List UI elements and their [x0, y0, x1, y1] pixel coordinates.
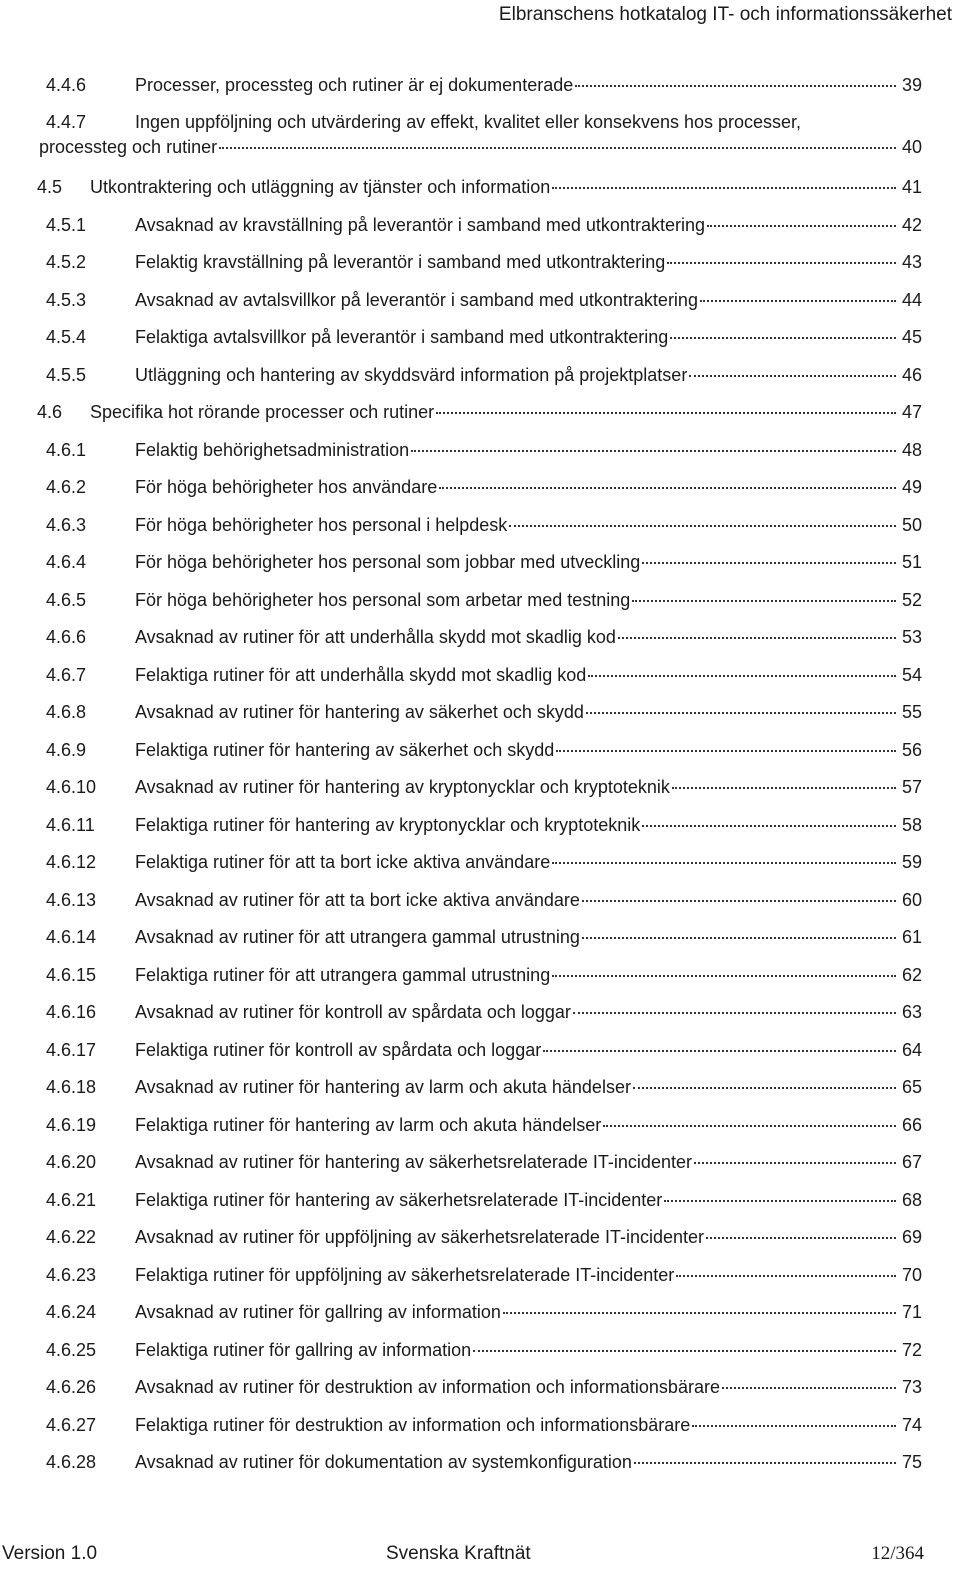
dot-leader [603, 1125, 896, 1127]
dot-leader [667, 262, 896, 264]
toc-entry-number: 4.6.11 [46, 815, 95, 835]
dot-leader [586, 712, 896, 714]
toc-entry[interactable] [46, 889, 922, 911]
dot-leader [588, 675, 896, 677]
toc-entry-title: Felaktiga rutiner för gallring av information [135, 1340, 472, 1360]
toc-entry-number: 4.6.2 [46, 477, 87, 497]
toc-entry-title: Utläggning och hantering av skyddsvärd information på projektplatser [135, 365, 688, 385]
dot-leader [552, 862, 896, 864]
toc-entry[interactable] [37, 401, 922, 423]
toc-entry[interactable] [46, 1076, 922, 1098]
toc-entry[interactable] [46, 326, 922, 348]
toc-entry-title: Utkontraktering och utläggning av tjänster och information [90, 177, 551, 197]
toc-entry-page: 58 [901, 815, 922, 835]
toc-entry-number: 4.6.25 [46, 1340, 97, 1360]
toc-entry-number: 4.6.22 [46, 1227, 97, 1247]
toc-entry-page: 71 [901, 1302, 922, 1322]
dot-leader [552, 187, 896, 189]
toc-entry-page: 64 [901, 1040, 922, 1060]
dot-leader [642, 825, 896, 827]
toc-entry-page: 51 [901, 552, 922, 572]
toc-entry-page: 57 [901, 777, 922, 797]
toc-entry-page: 61 [901, 927, 922, 947]
toc-entry[interactable] [46, 814, 922, 836]
dot-leader [670, 337, 896, 339]
toc-entry-page: 52 [901, 590, 922, 610]
dot-leader [633, 1087, 896, 1089]
toc-entry-number: 4.6.12 [46, 852, 97, 872]
dot-leader [722, 1387, 896, 1389]
toc-entry-page: 72 [901, 1340, 922, 1360]
toc-entry-number: 4.5.2 [46, 252, 87, 272]
toc-entry-page: 42 [901, 215, 922, 235]
dot-leader [664, 1200, 896, 1202]
toc-entry-page: 41 [901, 177, 922, 197]
toc-entry-number: 4.6 [37, 402, 63, 422]
toc-entry-number: 4.6.14 [46, 927, 97, 947]
footer-version: Version 1.0 [2, 1543, 98, 1564]
toc-entry-page: 75 [901, 1452, 922, 1472]
toc-entry[interactable] [39, 111, 922, 158]
toc-entry-page: 66 [901, 1115, 922, 1135]
dot-leader [575, 85, 896, 87]
toc-entry-number: 4.6.24 [46, 1302, 97, 1322]
toc-entry[interactable] [46, 364, 922, 386]
toc-entry-page: 44 [901, 290, 922, 310]
toc-entry-page: 46 [901, 365, 922, 385]
toc-entry[interactable] [46, 289, 922, 311]
toc-entry-number: 4.5.5 [46, 365, 87, 385]
toc-entry-page: 73 [901, 1377, 922, 1397]
toc-entry-title: Avsaknad av rutiner för att underhålla skydd mot skadlig kod [135, 627, 616, 647]
dot-leader [509, 525, 896, 527]
toc-entry[interactable] [46, 1264, 922, 1286]
toc-entry-title: Specifika hot rörande processer och rutiner [90, 402, 435, 422]
toc-entry[interactable] [46, 1114, 922, 1136]
toc-entry-title: Ingen uppföljning och utvärdering av effekt, kvalitet eller konsekvens hos processer, [135, 112, 802, 132]
toc-entry-title: Avsaknad av avtalsvillkor på leverantör i samband med utkontraktering [135, 290, 698, 310]
toc-entry[interactable] [46, 1414, 922, 1436]
toc-entry[interactable] [46, 439, 922, 461]
toc-entry-number: 4.5.4 [46, 327, 87, 347]
toc-entry-title: Felaktiga avtalsvillkor på leverantör i samband med utkontraktering [135, 327, 669, 347]
toc-entry-page: 43 [901, 252, 922, 272]
toc-entry-page: 59 [901, 852, 922, 872]
toc-entry-number: 4.6.6 [46, 627, 87, 647]
dot-leader [436, 412, 896, 414]
dot-leader [707, 225, 896, 227]
toc-entry[interactable] [46, 1151, 922, 1173]
dot-leader [582, 937, 896, 939]
dot-leader [692, 1425, 896, 1427]
toc-entry-page: 50 [901, 515, 922, 535]
toc-entry[interactable] [37, 176, 922, 198]
toc-entry[interactable] [46, 701, 922, 723]
dot-leader [632, 600, 896, 602]
toc-entry-number: 4.6.26 [46, 1377, 97, 1397]
toc-entry-number: 4.6.9 [46, 740, 87, 760]
dot-leader [618, 637, 896, 639]
toc-entry-number: 4.6.10 [46, 777, 97, 797]
toc-entry[interactable] [46, 964, 922, 986]
toc-entry-title: Processer, processteg och rutiner är ej dokumenterade [135, 75, 574, 95]
toc-entry-page: 53 [901, 627, 922, 647]
dot-leader [556, 750, 896, 752]
dot-leader [706, 1237, 896, 1239]
toc-entry[interactable] [46, 1189, 922, 1211]
dot-leader [694, 1162, 896, 1164]
toc-entry-title: Avsaknad av rutiner för hantering av kryptonycklar och kryptoteknik [135, 777, 670, 797]
toc-entry-number: 4.6.16 [46, 1002, 97, 1022]
dot-leader [573, 1012, 896, 1014]
toc-entry-title: Felaktiga rutiner för att ta bort icke aktiva användare [135, 852, 551, 872]
toc-entry-number: 4.6.20 [46, 1152, 97, 1172]
toc-entry-number: 4.5.1 [46, 215, 87, 235]
toc-entry-number: 4.6.3 [46, 515, 87, 535]
toc-entry[interactable] [46, 476, 922, 498]
footer-organization: Svenska Kraftnät [386, 1543, 531, 1564]
toc-entry[interactable] [46, 514, 922, 536]
toc-entry-page: 60 [901, 890, 922, 910]
toc-entry-title: Avsaknad av rutiner för att utrangera gammal utrustning [135, 927, 580, 947]
toc-entry[interactable] [46, 1226, 922, 1248]
toc-entry-title: Avsaknad av kravställning på leverantör i samband med utkontraktering [135, 215, 705, 235]
toc-entry-page: 69 [901, 1227, 922, 1247]
toc-entry-title: Felaktiga rutiner för hantering av kryptonycklar och kryptoteknik [135, 815, 641, 835]
dot-leader [700, 300, 896, 302]
toc-entry-number: 4.6.15 [46, 965, 97, 985]
dot-leader [672, 787, 896, 789]
toc-entry-number: 4.6.19 [46, 1115, 97, 1135]
toc-entry[interactable] [46, 589, 922, 611]
toc-entry-title: För höga behörigheter hos användare [135, 477, 438, 497]
toc-entry-number: 4.4.7 [46, 112, 87, 132]
dot-leader [552, 975, 896, 977]
toc-entry[interactable] [46, 551, 922, 573]
toc-entry-title: Felaktiga rutiner för destruktion av information och informationsbärare [135, 1415, 691, 1435]
toc-entry-number: 4.6.23 [46, 1265, 97, 1285]
toc-entry-number: 4.6.4 [46, 552, 87, 572]
toc-entry-number: 4.6.18 [46, 1077, 97, 1097]
toc-entry-title: Felaktiga rutiner för att utrangera gammal utrustning [135, 965, 551, 985]
toc-entry-page: 54 [901, 665, 922, 685]
dot-leader [642, 562, 896, 564]
toc-entry-page: 63 [901, 1002, 922, 1022]
toc-entry-page: 55 [901, 702, 922, 722]
toc-entry-page: 68 [901, 1190, 922, 1210]
dot-leader [543, 1050, 896, 1052]
toc-entry-page: 70 [901, 1265, 922, 1285]
toc-entry-number: 4.6.7 [46, 665, 87, 685]
toc-entry-page: 48 [901, 440, 922, 460]
toc-entry-number: 4.4.6 [46, 75, 87, 95]
toc-entry-page: 62 [901, 965, 922, 985]
toc-entry-title-continued: processteg och rutiner [39, 137, 218, 157]
toc-entry-title: Felaktiga rutiner för hantering av larm och akuta händelser [135, 1115, 602, 1135]
toc-entry-title: Avsaknad av rutiner för att ta bort icke aktiva användare [135, 890, 580, 910]
dot-leader [689, 375, 896, 377]
toc-entry-number: 4.6.21 [46, 1190, 97, 1210]
toc-entry-page: 65 [901, 1077, 922, 1097]
toc-entry-number: 4.5.3 [46, 290, 87, 310]
toc-entry-title: Avsaknad av rutiner för dokumentation av systemkonfiguration [135, 1452, 632, 1472]
toc-entry-title: För höga behörigheter hos personal som jobbar med utveckling [135, 552, 641, 572]
toc-entry-number: 4.5 [37, 177, 63, 197]
toc-entry[interactable] [46, 251, 922, 273]
toc-entry-number: 4.6.1 [46, 440, 87, 460]
toc-entry-title: Avsaknad av rutiner för gallring av information [135, 1302, 501, 1322]
toc-entry-title: Felaktiga rutiner för kontroll av spårdata och loggar [135, 1040, 542, 1060]
footer-page-number: 12/364 [871, 1543, 924, 1564]
toc-entry-page: 56 [901, 740, 922, 760]
toc-entry-title: Avsaknad av rutiner för kontroll av spårdata och loggar [135, 1002, 571, 1022]
toc-entry-number: 4.6.27 [46, 1415, 97, 1435]
toc-entry[interactable] [46, 851, 922, 873]
toc-entry-number: 4.6.13 [46, 890, 97, 910]
toc-entry[interactable] [46, 739, 922, 761]
toc-entry-page: 49 [901, 477, 922, 497]
toc-entry-title: För höga behörigheter hos personal i helpdesk [135, 515, 508, 535]
toc-entry-page: 67 [901, 1152, 922, 1172]
running-header: Elbranschens hotkatalog IT- och informationssäkerhet [498, 4, 952, 25]
toc-entry-page: 40 [901, 137, 922, 157]
dot-leader [503, 1312, 896, 1314]
toc-entry[interactable] [46, 664, 922, 686]
toc-entry[interactable] [46, 1301, 922, 1323]
toc-entry[interactable] [46, 1039, 922, 1061]
toc-entry-number: 4.6.8 [46, 702, 87, 722]
toc-entry[interactable] [46, 626, 922, 648]
toc-entry-page: 45 [901, 327, 922, 347]
toc-entry-title: Avsaknad av rutiner för hantering av säkerhet och skydd [135, 702, 584, 722]
toc-entry-title: Avsaknad av rutiner för uppföljning av säkerhetsrelaterade IT-incidenter [135, 1227, 704, 1247]
toc-entry-title: Avsaknad av rutiner för destruktion av information och informationsbärare [135, 1377, 720, 1397]
toc-entry[interactable] [46, 214, 922, 236]
toc-entry-title: Felaktiga rutiner för hantering av säkerhetsrelaterade IT-incidenter [135, 1190, 663, 1210]
toc-entry-number: 4.6.17 [46, 1040, 97, 1060]
dot-leader [582, 900, 896, 902]
toc-entry-page: 74 [901, 1415, 922, 1435]
dot-leader [634, 1462, 896, 1464]
toc-entry-title: Avsaknad av rutiner för hantering av larm och akuta händelser [135, 1077, 631, 1097]
toc-entry[interactable] [46, 776, 922, 798]
toc-entry-title: Felaktiga rutiner för att underhålla skydd mot skadlig kod [135, 665, 587, 685]
toc-entry[interactable] [46, 1451, 922, 1473]
toc-entry[interactable] [46, 926, 922, 948]
toc-entry[interactable] [46, 1376, 922, 1398]
dot-leader [473, 1350, 896, 1352]
toc-entry-title: Avsaknad av rutiner för hantering av säkerhetsrelaterade IT-incidenter [135, 1152, 692, 1172]
dot-leader [439, 487, 896, 489]
toc-entry[interactable] [46, 74, 922, 96]
toc-entry-number: 4.6.5 [46, 590, 87, 610]
dot-leader [411, 450, 896, 452]
toc-entry-title: Felaktig kravställning på leverantör i samband med utkontraktering [135, 252, 666, 272]
toc-entry-title: Felaktiga rutiner för hantering av säkerhet och skydd [135, 740, 555, 760]
toc-entry-page: 39 [901, 75, 922, 95]
toc-entry-title: För höga behörigheter hos personal som arbetar med testning [135, 590, 631, 610]
dot-leader [676, 1275, 896, 1277]
toc-entry-number: 4.6.28 [46, 1452, 97, 1472]
toc-entry-title: Felaktiga rutiner för uppföljning av säkerhetsrelaterade IT-incidenter [135, 1265, 675, 1285]
toc-entry[interactable] [46, 1001, 922, 1023]
page-footer [0, 1540, 960, 1572]
dot-leader [219, 147, 896, 149]
toc-entry-title: Felaktig behörighetsadministration [135, 440, 410, 460]
toc-entry-page: 47 [901, 402, 922, 422]
toc-entry[interactable] [46, 1339, 922, 1361]
